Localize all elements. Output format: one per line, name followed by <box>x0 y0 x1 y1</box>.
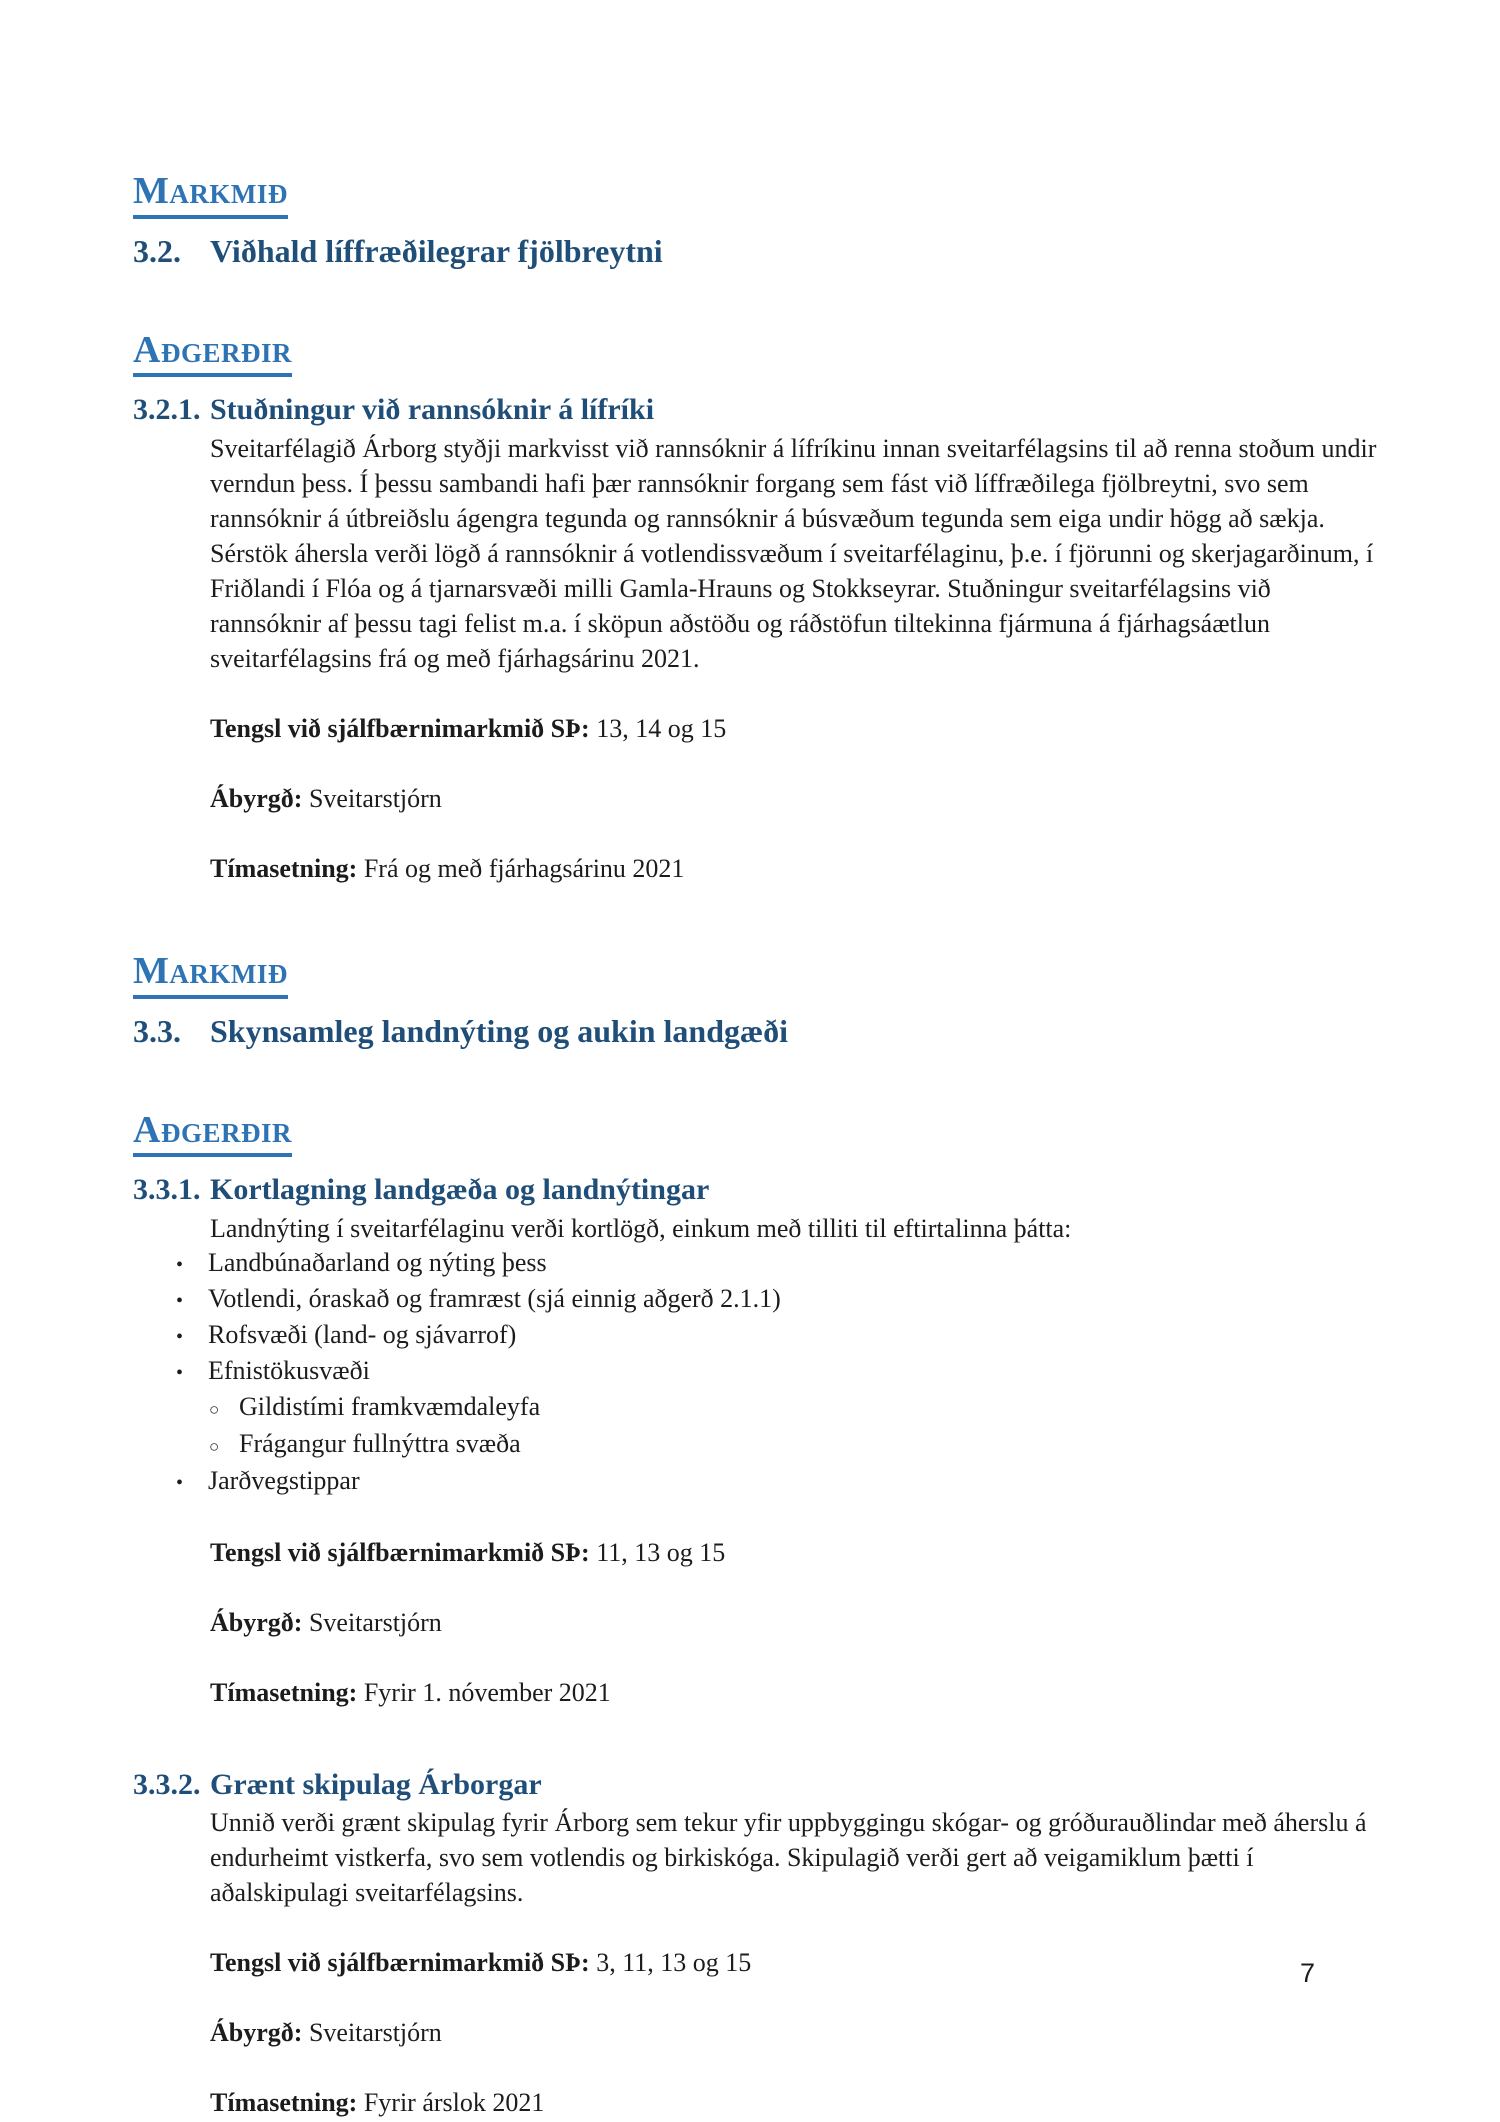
sub-bullet-text: Frágangur fullnýttra svæða <box>239 1428 521 1458</box>
adgerdir-heading-label: Aðgerðir <box>133 329 292 378</box>
bullet-glyph: • <box>176 1289 184 1312</box>
meta-tengsl-label: Tengsl við sjálfbærnimarkmið SÞ: <box>210 1537 590 1567</box>
meta-abyrgd-value: Sveitarstjórn <box>308 2018 442 2048</box>
bullet-item <box>133 1282 1378 1318</box>
meta-abyrgd <box>210 1605 1378 1640</box>
sub-bullet-text: Gildistími framkvæmdaleyfa <box>239 1391 541 1421</box>
bullet-glyph: • <box>176 1361 184 1384</box>
meta-tengsl <box>210 711 1378 746</box>
goal-section-3-3 <box>133 950 1378 2120</box>
meta-abyrgd <box>210 2015 1378 2050</box>
bullet-item <box>133 1318 1378 1354</box>
action-heading <box>133 391 1378 429</box>
meta-abyrgd <box>210 781 1378 816</box>
action-block-3-3-2 <box>133 1766 1378 2121</box>
action-title: Grænt skipulag Árborgar <box>210 1767 542 1801</box>
meta-abyrgd-label: Ábyrgð: <box>210 1607 303 1637</box>
goal-heading <box>133 1011 1378 1051</box>
bullet-item <box>133 1354 1378 1390</box>
sub-bullet-glyph: ○ <box>209 1399 220 1419</box>
bullet-glyph: • <box>176 1471 184 1494</box>
bullet-list <box>133 1246 1378 1500</box>
action-block-3-2-1 <box>133 391 1378 886</box>
goal-number: 3.3. <box>133 1012 181 1049</box>
action-block-3-3-1 <box>133 1171 1378 1710</box>
adgerdir-heading <box>133 329 1378 378</box>
bullet-glyph: • <box>176 1325 184 1348</box>
meta-timasetning-value: Frá og með fjárhagsárinu 2021 <box>363 853 685 883</box>
action-heading <box>133 1766 1378 1804</box>
sub-bullet-item <box>133 1427 1378 1464</box>
meta-timasetning-label: Tímasetning: <box>210 1677 358 1707</box>
adgerdir-heading <box>133 1109 1378 1158</box>
action-title: Kortlagning landgæða og landnýtingar <box>210 1173 710 1207</box>
meta-tengsl-value: 3, 11, 13 og 15 <box>596 1948 752 1978</box>
meta-timasetning <box>210 2085 1378 2120</box>
sub-bullet-item <box>133 1390 1378 1427</box>
meta-timasetning-value: Fyrir 1. nóvember 2021 <box>363 1677 611 1707</box>
action-intro-paragraph: Landnýting í sveitarfélaginu verði kortlögð, einkum með tilliti til eftirtalinna þátta: <box>210 1213 1072 1243</box>
bullet-text: Votlendi, óraskað og framræst (sjá einnig aðgerð 2.1.1) <box>208 1283 781 1313</box>
meta-tengsl-label: Tengsl við sjálfbærnimarkmið SÞ: <box>210 713 590 743</box>
markmid-heading-label: Markmið <box>133 950 288 999</box>
action-heading <box>133 1171 1378 1209</box>
goal-heading <box>133 231 1378 271</box>
action-body-paragraph: Sveitarfélagið Árborg styðji markvisst við rannsóknir á lífríkinu innan sveitarfélagsins til að renna stoðum undir verndun þess. Í þessu sambandi hafi þær rannsóknir forgang sem fást við líffræðilega fjölbreytni, svo sem rannsóknir á útbreiðslu ágengra tegunda og rannsóknir á búsvæðum tegunda sem eiga undir högg að sækja. Sérstök áhersla verði lögð á rannsóknir á votlendissvæðum í sveitarfélaginu, þ.e. í fjörunni og skerjagarðinum, í Friðlandi í Flóa og á tjarnarsvæði milli Gamla-Hrauns og Stokkseyrar. Stuðningur sveitarfélagsins við rannsóknir af þessu tagi felist m.a. í sköpun aðstöðu og ráðstöfun tiltekinna fjármuna á fjárhagsáætlun sveitarfélagsins frá og með fjárhagsárinu 2021. <box>210 433 1377 673</box>
meta-abyrgd-value: Sveitarstjórn <box>308 1607 442 1637</box>
meta-tengsl <box>210 1945 1378 1980</box>
bullet-glyph: • <box>176 1253 184 1276</box>
meta-tengsl-value: 13, 14 og 15 <box>596 713 727 743</box>
meta-timasetning <box>210 851 1378 886</box>
meta-tengsl <box>210 1535 1378 1570</box>
action-number: 3.3.1. <box>133 1173 201 1207</box>
meta-abyrgd-label: Ábyrgð: <box>210 783 303 813</box>
meta-abyrgd-label: Ábyrgð: <box>210 2018 303 2048</box>
bullet-text: Efnistökusvæði <box>208 1355 370 1385</box>
meta-abyrgd-value: Sveitarstjórn <box>308 783 442 813</box>
meta-timasetning-value: Fyrir árslok 2021 <box>363 2088 545 2118</box>
markmid-heading <box>133 950 1378 999</box>
meta-tengsl-label: Tengsl við sjálfbærnimarkmið SÞ: <box>210 1948 590 1978</box>
goal-number: 3.2. <box>133 232 181 269</box>
goal-section-3-2 <box>133 170 1378 886</box>
bullet-item <box>133 1464 1378 1500</box>
meta-timasetning-label: Tímasetning: <box>210 853 358 883</box>
meta-tengsl-value: 11, 13 og 15 <box>596 1537 726 1567</box>
action-number: 3.2.1. <box>133 393 201 427</box>
sub-bullet-glyph: ○ <box>209 1436 220 1456</box>
bullet-item <box>133 1246 1378 1282</box>
bullet-text: Jarðvegstippar <box>208 1465 360 1495</box>
page-number: 7 <box>1300 1958 1316 1988</box>
adgerdir-heading-label: Aðgerðir <box>133 1109 292 1158</box>
goal-title: Skynsamleg landnýting og aukin landgæði <box>210 1012 788 1049</box>
markmid-heading <box>133 170 1378 219</box>
page-content <box>133 170 1378 2120</box>
action-title: Stuðningur við rannsóknir á lífríki <box>210 393 655 427</box>
bullet-text: Landbúnaðarland og nýting þess <box>208 1247 547 1277</box>
action-number: 3.3.2. <box>133 1767 201 1801</box>
meta-timasetning <box>210 1675 1378 1710</box>
bullet-text: Rofsvæði (land- og sjávarrof) <box>208 1319 517 1349</box>
meta-timasetning-label: Tímasetning: <box>210 2088 358 2118</box>
goal-title: Viðhald líffræðilegrar fjölbreytni <box>210 232 663 269</box>
action-body-paragraph: Unnið verði grænt skipulag fyrir Árborg sem tekur yfir uppbyggingu skógar- og gróðurauðlindar með áherslu á endurheimt vistkerfa, svo sem votlendis og birkiskóga. Skipulagið verði gert að veigamiklum þætti í aðalskipulagi sveitarfélagsins. <box>210 1808 1367 1908</box>
markmid-heading-label: Markmið <box>133 170 288 219</box>
